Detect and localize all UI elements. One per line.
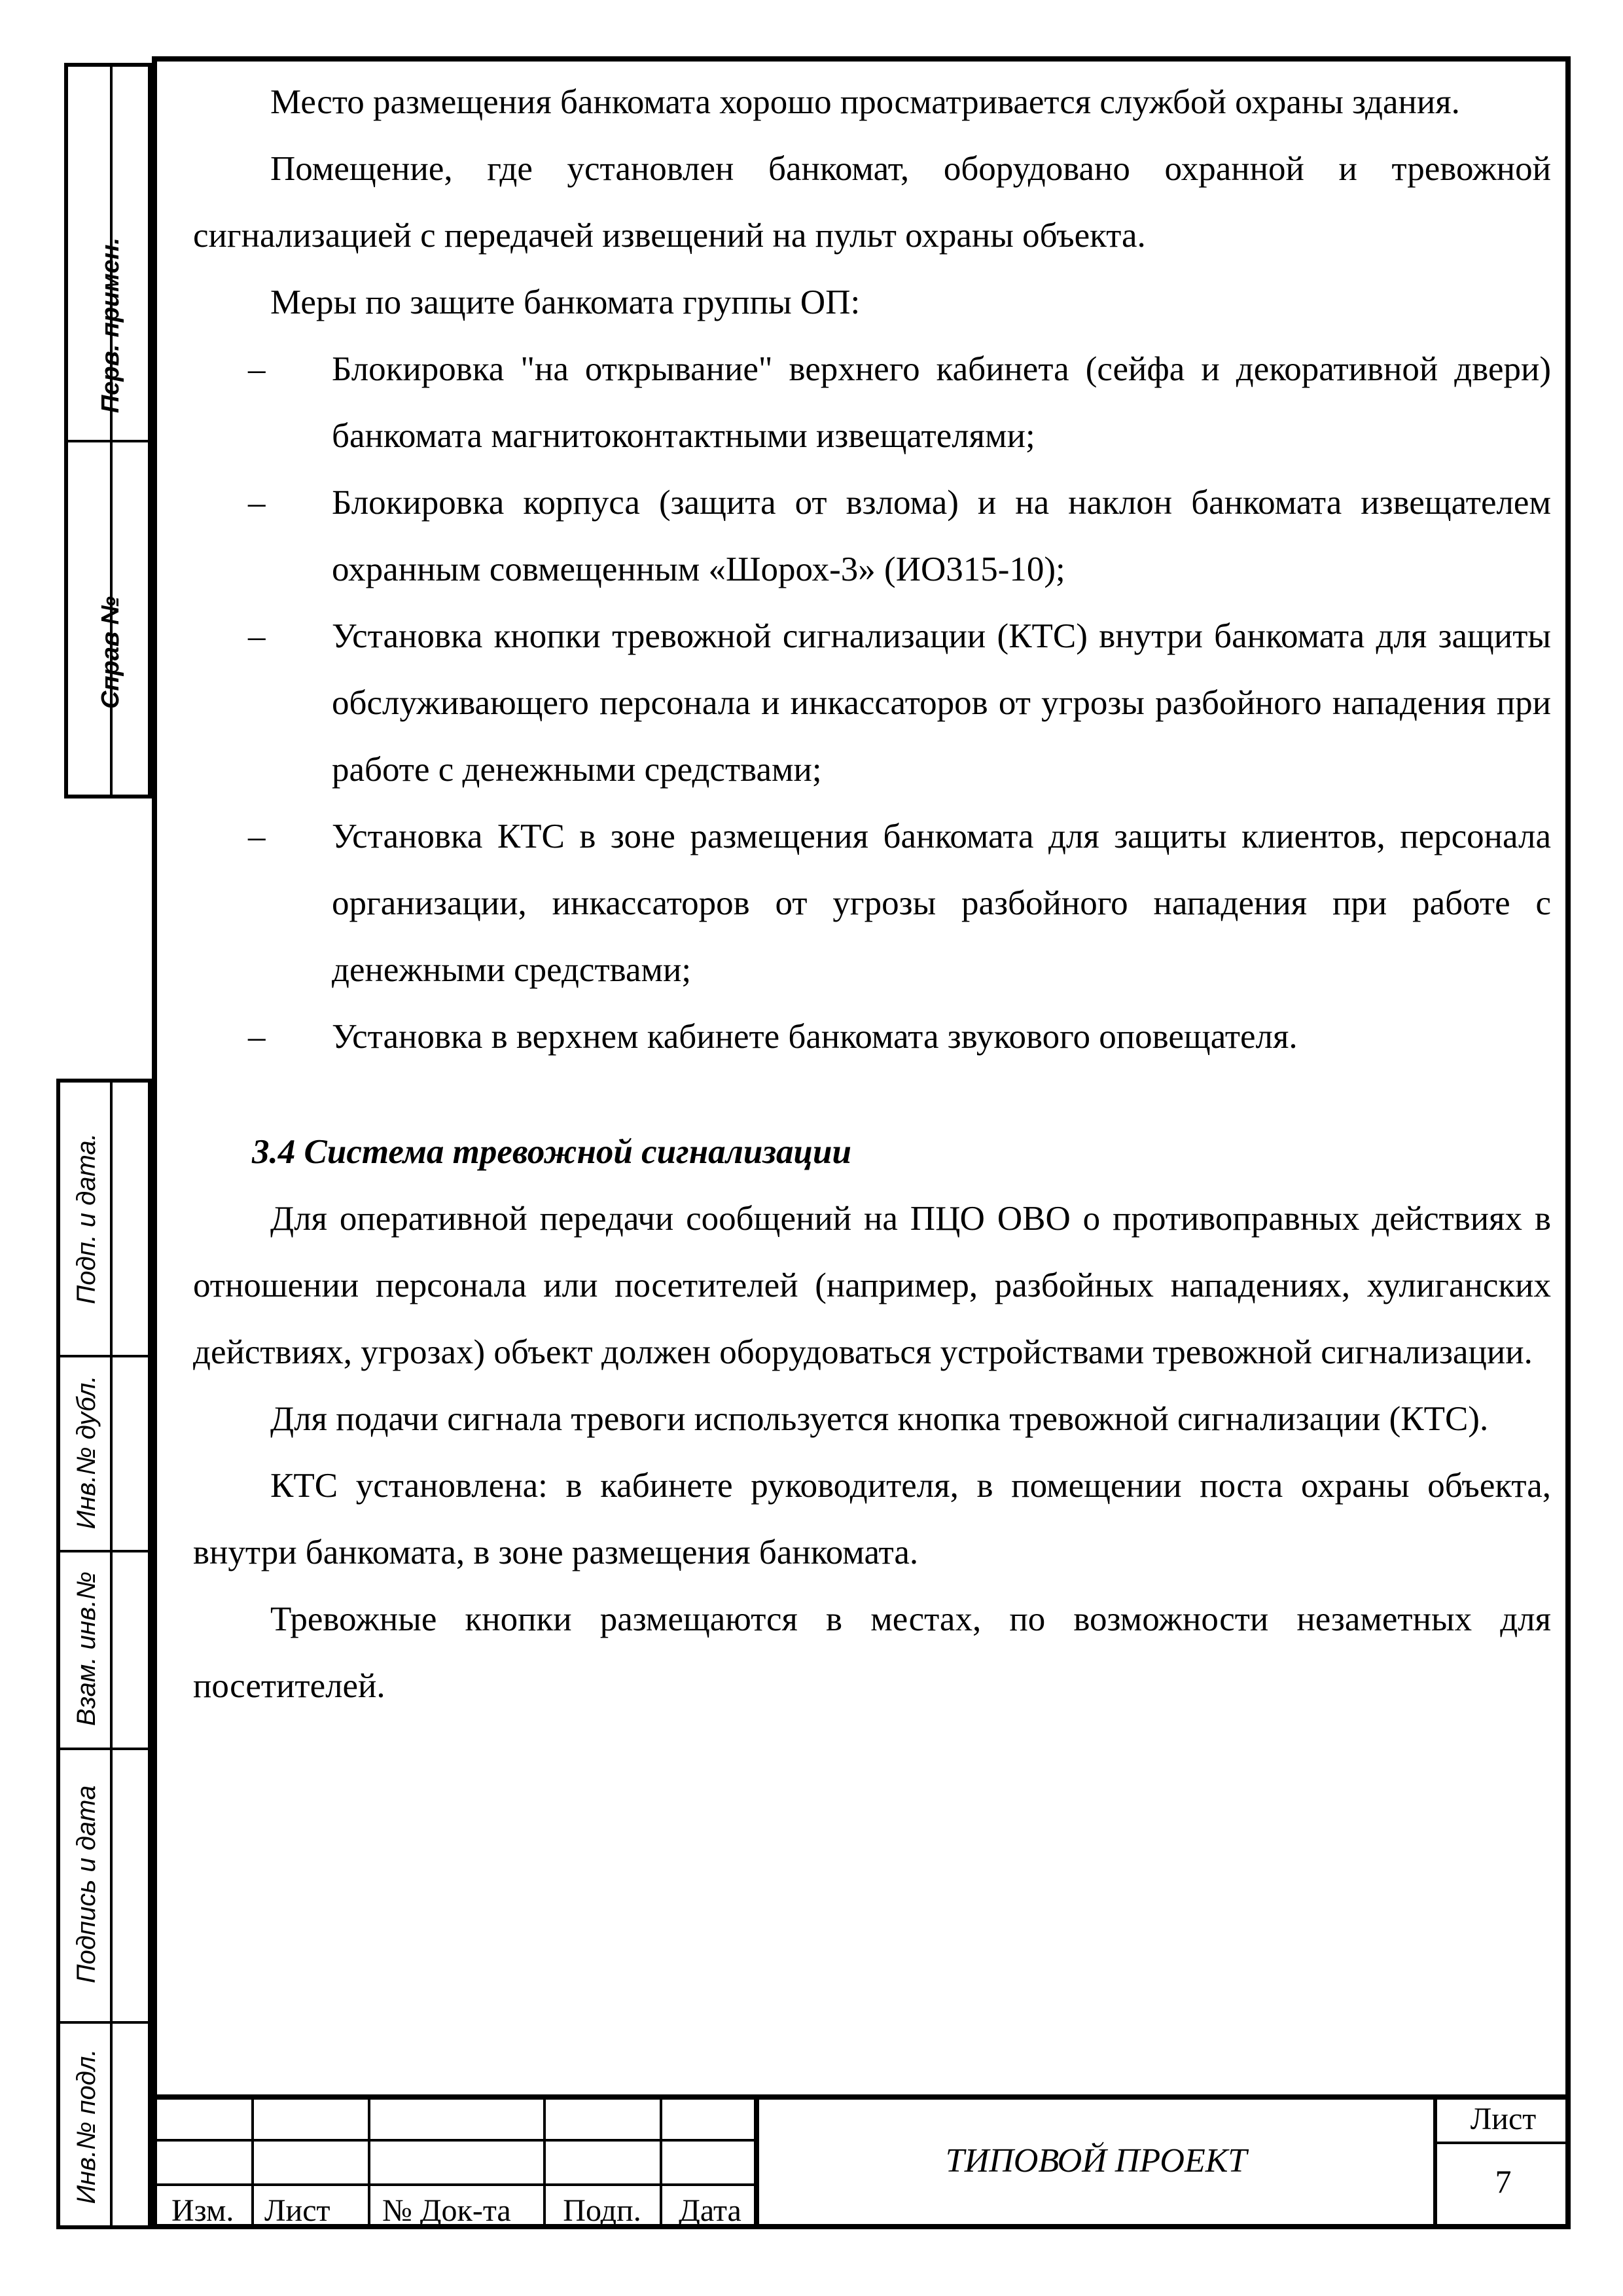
list-item-text: Блокировка "на открывание" верхнего кабинета (сейфа и декоративной двери) банкомата магнитоконтактными извещателями; (332, 350, 1551, 455)
list-item (248, 603, 1551, 803)
podp-label: Подп. (563, 2193, 641, 2228)
paragraph: Место размещения банкомата хорошо просматривается службой охраны здания. (270, 83, 1460, 121)
paragraph: Меры по защите банкомата группы ОП: (270, 283, 861, 321)
izm-label: Изм. (171, 2193, 234, 2228)
list-item (248, 1003, 1551, 1070)
paragraph: Для оперативной передачи сообщений на ПЦО ОВО о противоправных действиях в отношении персонала или посетителей (например, разбойных нападениях, хулиганских действиях, угрозах) объект должен оборудоваться устройствами тревожной сигнализации. (193, 1200, 1551, 1371)
document-title: ТИПОВОЙ ПРОЕКТ (945, 2142, 1247, 2179)
list-item (248, 803, 1551, 1003)
paragraph: Помещение, где установлен банкомат, оборудовано охранной и тревожной сигнализацией с передачей извещений на пульт охраны объекта. (193, 150, 1551, 255)
paragraph: Тревожные кнопки размещаются в местах, по возможности незаметных для посетителей. (193, 1600, 1551, 1705)
podp-data-label: Подп. и дата. (72, 1133, 101, 1304)
title-block (152, 2094, 1571, 2229)
podpis-data-label: Подпись и дата (72, 1785, 101, 1984)
perv-primen-label: Перв. примен. (97, 237, 124, 414)
side-stamp-top (64, 63, 152, 798)
list-item (248, 336, 1551, 469)
paragraph: Для подачи сигнала тревоги используется кнопка тревожной сигнализации (КТС). (270, 1400, 1489, 1438)
list-item (248, 469, 1551, 603)
side-stamp-bottom (56, 1079, 152, 2229)
dok-label: № Док-та (382, 2193, 511, 2228)
document-body (193, 69, 1551, 1719)
section-heading: 3.4 Система тревожной сигнализации (252, 1133, 851, 1171)
paragraph: КТС установлена: в кабинете руководителя, в помещении поста охраны объекта, внутри банкомата, в зоне размещения банкомата. (193, 1467, 1551, 1571)
list-item-text: Блокировка корпуса (защита от взлома) и на наклон банкомата извещателем охранным совмещенным «Шорох-3» (ИО315-10); (332, 484, 1551, 588)
list-dash: – (248, 617, 266, 655)
sheet-label: Лист (1470, 2102, 1537, 2136)
list-dash: – (248, 1018, 266, 1056)
vzam-inv-label: Взам. инв.№ (72, 1571, 101, 1727)
list-item-text: Установка КТС в зоне размещения банкомата для защиты клиентов, персонала организации, инкассаторов от угрозы разбойного нападения при работе с денежными средствами; (332, 817, 1551, 989)
list-dash: – (248, 817, 266, 855)
list-dash: – (248, 484, 266, 522)
sheet-number: 7 (1495, 2163, 1512, 2200)
data-label: Дата (679, 2193, 741, 2228)
inv-dubl-label: Инв.№ дубл. (72, 1375, 101, 1530)
list-label: Лист (264, 2193, 330, 2228)
list-item-text: Установка в верхнем кабинете банкомата звукового оповещателя. (332, 1018, 1298, 1056)
list-dash: – (248, 350, 266, 388)
inv-podl-label: Инв.№ подл. (72, 2049, 101, 2204)
sprav-label: Справ № (97, 596, 124, 709)
list-item-text: Установка кнопки тревожной сигнализации (КТС) внутри банкомата для защиты обслуживающего персонала и инкассаторов от угрозы разбойного нападения при работе с денежными средствами; (332, 617, 1551, 789)
